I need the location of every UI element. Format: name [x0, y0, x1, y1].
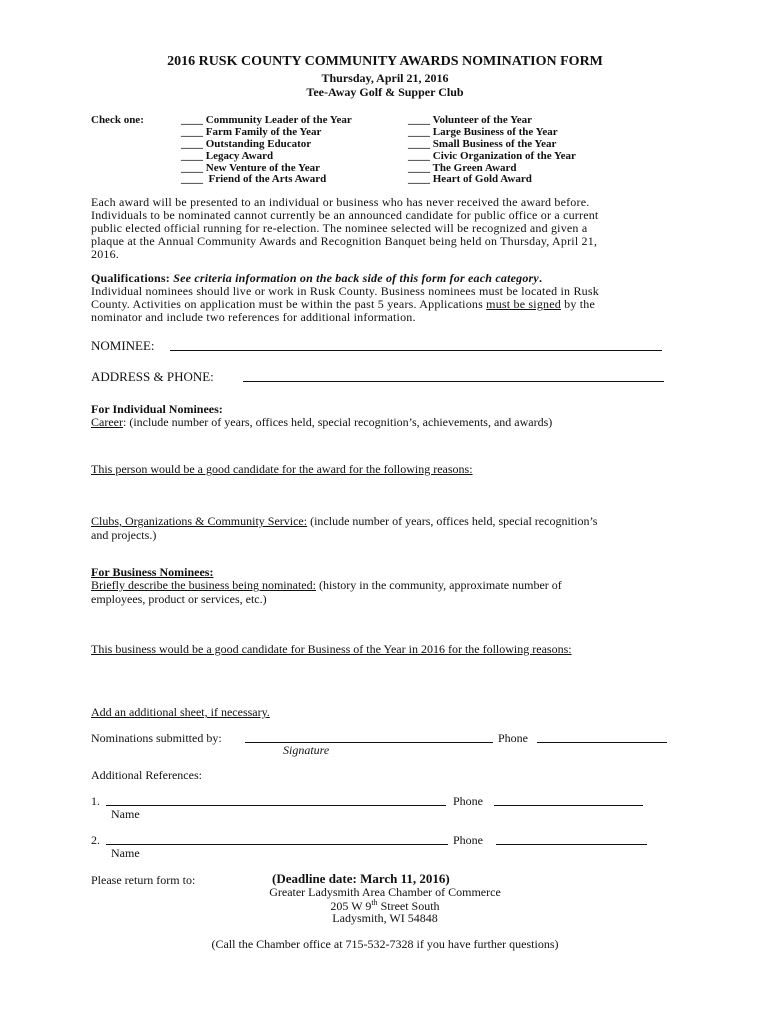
chamber-city: Ladysmith, WI 54848: [332, 911, 438, 925]
signature-label: Signature: [283, 743, 330, 757]
reference-2-phone-field[interactable]: [496, 844, 647, 845]
award-option[interactable]: ____ Heart of Gold Award: [408, 173, 532, 185]
address-phone-label: ADDRESS & PHONE:: [91, 369, 214, 384]
nominee-label: NOMINEE:: [91, 338, 155, 353]
deadline: (Deadline date: March 11, 2016): [272, 871, 450, 886]
submitter-phone-label: Phone: [498, 731, 528, 745]
reference-1-phone-field[interactable]: [494, 805, 643, 806]
address-phone-field[interactable]: [243, 381, 664, 382]
contact-note: (Call the Chamber office at 715-532-7328 if you have further questions): [211, 937, 559, 951]
reference-2-number: 2.: [91, 833, 100, 847]
reference-1-name-field[interactable]: [106, 805, 446, 806]
event-venue: Tee-Away Golf & Supper Club: [306, 85, 464, 99]
reference-1-name-label: Name: [111, 807, 140, 821]
individual-heading: For Individual Nominees:: [91, 402, 223, 416]
reference-1-phone-label: Phone: [453, 794, 483, 808]
award-option[interactable]: ____ Farm Family of the Year: [181, 126, 322, 138]
qualifications-section: Qualifications: See criteria information on the back side of this form for each category. Individual nominees should live or work in Rusk County. Business nominees must be located in Rusk County. Activities on application must be within the past 5 years. Applications must be signed by the nominator and include two references for additional information.: [91, 271, 599, 324]
form-title: 2016 RUSK COUNTY COMMUNITY AWARDS NOMINATION FORM: [167, 54, 603, 69]
business-describe-prompt: Briefly describe the business being nominated: (history in the community, approximate number of: [91, 578, 562, 592]
award-option[interactable]: ____ New Venture of the Year: [181, 162, 321, 174]
references-label: Additional References:: [91, 768, 202, 782]
reference-2-name-label: Name: [111, 846, 140, 860]
reference-1-number: 1.: [91, 794, 100, 808]
reference-2-name-field[interactable]: [106, 844, 448, 845]
award-option[interactable]: ____ Civic Organization of the Year: [408, 150, 576, 162]
submitted-by-label: Nominations submitted by:: [91, 731, 222, 745]
award-option[interactable]: ____ Legacy Award: [181, 150, 274, 162]
individual-reasons-prompt: This person would be a good candidate for the award for the following reasons:: [91, 462, 473, 476]
nominee-field[interactable]: [170, 350, 662, 351]
chamber-street: 205 W 9th Street South: [330, 898, 440, 913]
return-form-label: Please return form to:: [91, 873, 196, 887]
chamber-name: Greater Ladysmith Area Chamber of Commerce: [269, 885, 501, 899]
career-prompt: Career: (include number of years, offices held, special recognition’s, achievements, and awards): [91, 415, 553, 429]
business-heading: For Business Nominees:: [91, 565, 214, 579]
award-option[interactable]: ____ Community Leader of the Year: [181, 114, 352, 126]
reference-2-phone-label: Phone: [453, 833, 483, 847]
business-reasons-prompt: This business would be a good candidate for Business of the Year in 2016 for the following reasons:: [91, 642, 572, 656]
award-option[interactable]: ____ Small Business of the Year: [408, 138, 557, 150]
business-describe-prompt-cont: employees, product or services, etc.): [91, 592, 267, 606]
award-option[interactable]: ____ Outstanding Educator: [181, 138, 312, 150]
award-option[interactable]: ____ The Green Award: [408, 162, 517, 174]
check-one-label: Check one:: [91, 114, 144, 126]
clubs-prompt-cont: and projects.): [91, 528, 157, 542]
clubs-prompt: Clubs, Organizations & Community Service: (include number of years, offices held, special recognition’s: [91, 514, 598, 528]
additional-sheet-note: Add an additional sheet, if necessary.: [91, 705, 270, 719]
intro-paragraph: Each award will be presented to an individual or business who has never received the award before. Individuals to be nominated cannot currently be an announced candidate for public office or a current public elected official running for re-election. The nominee selected will be recognized and given a plaque at the Annual Community Awards and Recognition Banquet being held on Thursday, April 21, 2016.: [91, 195, 599, 261]
award-option[interactable]: ____ Large Business of the Year: [408, 126, 558, 138]
award-option[interactable]: ____ Volunteer of the Year: [408, 114, 533, 126]
event-date: Thursday, April 21, 2016: [321, 71, 449, 85]
award-option[interactable]: ____ Friend of the Arts Award: [181, 173, 327, 185]
submitter-phone-field[interactable]: [537, 742, 667, 743]
